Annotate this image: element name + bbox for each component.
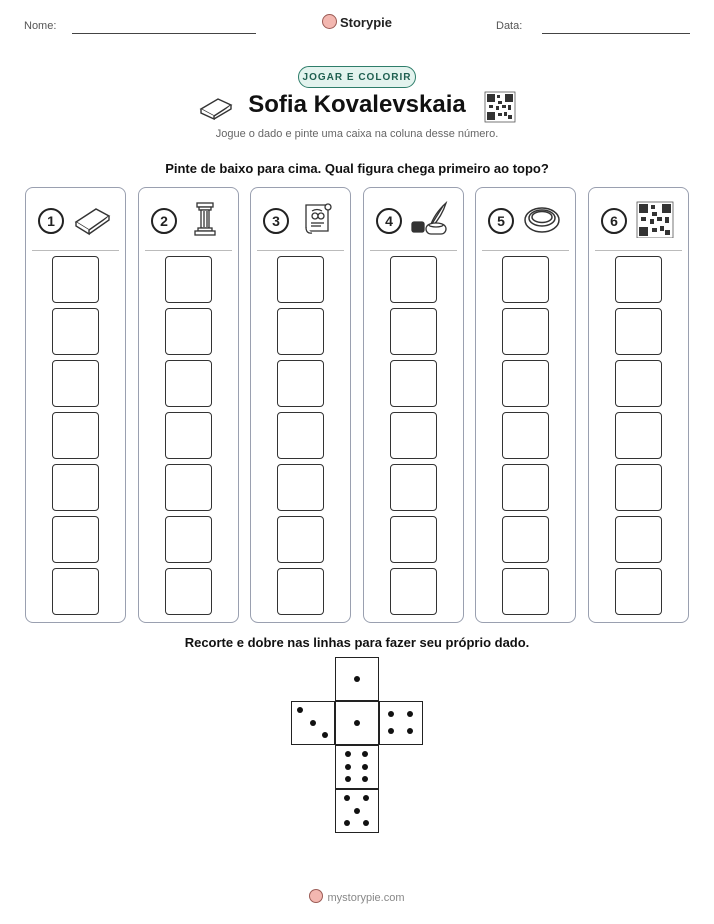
die-face-5 [335,789,379,833]
color-box[interactable] [277,308,324,355]
die-pip [388,711,394,717]
column-number: 3 [263,208,289,234]
quill-inkwell-icon [410,200,450,238]
name-line [72,33,256,34]
color-box[interactable] [502,412,549,459]
color-box[interactable] [390,568,437,615]
page-title: Sofia Kovalevskaia [248,91,466,118]
color-box[interactable] [615,360,662,407]
brand-name: Storypie [339,15,392,30]
subtitle: Jogue o dado e pinte uma caixa na coluna desse número. [215,128,499,140]
storypie-pig-icon [322,14,337,29]
column-number: 2 [151,208,177,234]
die-pip [407,711,413,717]
color-box[interactable] [615,464,662,511]
column-divider [595,250,682,251]
die-pip [362,764,368,770]
die-pip [345,764,351,770]
die-pip [407,728,413,734]
date-label: Data: [496,20,523,32]
color-box[interactable] [390,464,437,511]
color-box[interactable] [390,360,437,407]
column-number: 5 [488,208,514,234]
book-icon [72,200,112,238]
column-5 [475,187,576,623]
color-box[interactable] [277,360,324,407]
ring-icon [522,200,562,238]
die-face-1 [335,657,379,701]
color-box[interactable] [390,308,437,355]
die-face-4 [379,701,423,745]
column-number: 4 [376,208,402,234]
color-box[interactable] [52,360,99,407]
color-box[interactable] [502,256,549,303]
color-box[interactable] [165,308,212,355]
storypie-pig-icon [309,889,323,903]
die-face-3 [291,701,335,745]
die-pip [344,820,350,826]
die-pip [297,707,303,713]
color-box[interactable] [165,360,212,407]
date-line [542,33,690,34]
die-face-6 [335,745,379,789]
column-6 [588,187,689,623]
color-box[interactable] [277,516,324,563]
color-box[interactable] [165,412,212,459]
brand-logo [0,14,714,30]
color-box[interactable] [52,256,99,303]
color-box[interactable] [52,464,99,511]
footer [0,889,714,904]
column-divider [257,250,344,251]
color-box[interactable] [615,568,662,615]
color-box[interactable] [277,256,324,303]
column-divider [482,250,569,251]
color-box[interactable] [615,516,662,563]
color-box[interactable] [502,568,549,615]
die-pip [344,795,350,801]
color-box[interactable] [52,308,99,355]
footer-url: mystorypie.com [327,892,405,904]
color-box[interactable] [615,412,662,459]
pedestal-icon [185,200,225,238]
die-pip [354,720,360,726]
die-pip [362,751,368,757]
column-3 [250,187,351,623]
color-box[interactable] [277,412,324,459]
color-box[interactable] [390,256,437,303]
die-pip [363,795,369,801]
scroll-icon [297,200,337,238]
die-pip [354,676,360,682]
color-box[interactable] [615,308,662,355]
die-face-1 [335,701,379,745]
die-instruction: Recorte e dobre nas linhas para fazer seu próprio dado. [184,635,530,650]
column-number: 6 [601,208,627,234]
die-pip [354,808,360,814]
color-box[interactable] [165,464,212,511]
column-4 [363,187,464,623]
column-1 [25,187,126,623]
die-pip [345,776,351,782]
die-pip [363,820,369,826]
color-box[interactable] [277,464,324,511]
color-box[interactable] [277,568,324,615]
die-pip [322,732,328,738]
column-divider [370,250,457,251]
color-box[interactable] [502,516,549,563]
column-divider [32,250,119,251]
color-box[interactable] [52,568,99,615]
qr-code-icon [484,91,516,123]
die-pip [345,751,351,757]
die-pip [362,776,368,782]
color-box[interactable] [502,360,549,407]
color-box[interactable] [52,516,99,563]
name-label: Nome: [24,20,57,32]
activity-badge: JOGAR E COLORIR [298,66,416,88]
column-number: 1 [38,208,64,234]
color-box[interactable] [52,412,99,459]
color-box[interactable] [502,308,549,355]
column-2 [138,187,239,623]
column-divider [145,250,232,251]
color-box[interactable] [615,256,662,303]
instruction: Pinte de baixo para cima. Qual figura chega primeiro ao topo? [165,161,549,176]
color-box[interactable] [165,516,212,563]
color-box[interactable] [165,568,212,615]
die-pip [388,728,394,734]
die-pip [310,720,316,726]
color-box[interactable] [165,256,212,303]
color-box[interactable] [390,516,437,563]
color-box[interactable] [502,464,549,511]
qr-code-icon [635,200,675,238]
color-box[interactable] [390,412,437,459]
